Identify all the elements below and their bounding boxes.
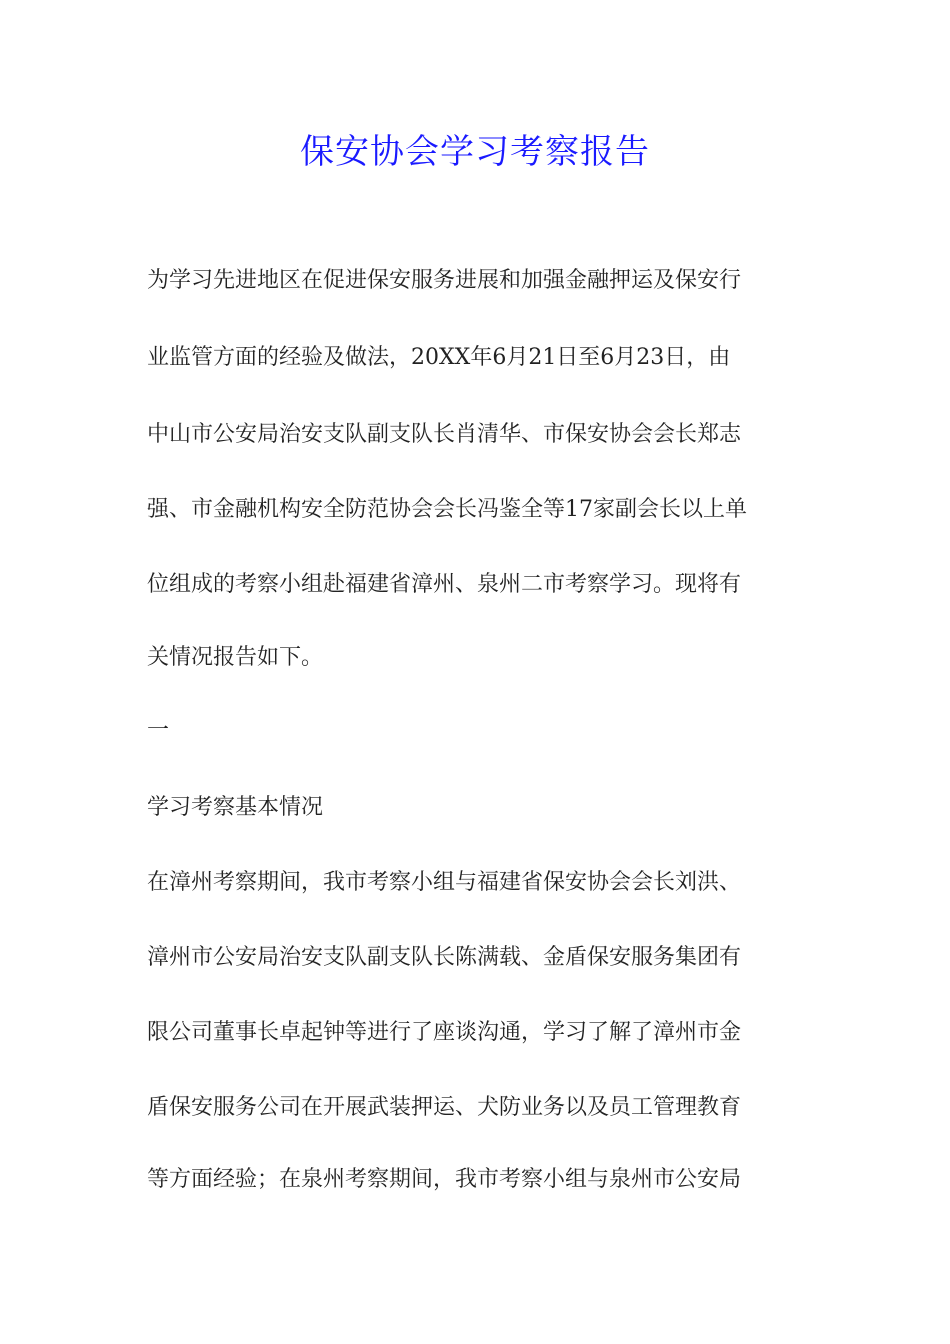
paragraph-line: 关情况报告如下。 — [147, 645, 324, 670]
paragraph-line: 位组成的考察小组赴福建省漳州、泉州二市考察学习。现将有 — [147, 572, 742, 597]
paragraph-line: 漳州市公安局治安支队副支队长陈满载、金盾保安服务集团有 — [147, 945, 742, 970]
document-title: 保安协会学习考察报告 — [300, 132, 650, 172]
paragraph-line: 盾保安服务公司在开展武装押运、犬防业务以及员工管理教育 — [147, 1095, 742, 1120]
paragraph-line: 强、市金融机构安全防范协会会长冯鉴全等17家副会长以上单 — [147, 497, 747, 522]
section-number: 一 — [147, 718, 170, 743]
paragraph-line: 在漳州考察期间，我市考察小组与福建省保安协会会长刘洪、 — [147, 870, 742, 895]
paragraph-line: 业监管方面的经验及做法，20XX年6月21日至6月23日，由 — [147, 345, 731, 370]
section-heading: 学习考察基本情况 — [147, 795, 324, 820]
paragraph-line: 中山市公安局治安支队副支队长肖清华、市保安协会会长郑志 — [147, 422, 742, 447]
paragraph-line: 限公司董事长卓起钟等进行了座谈沟通，学习了解了漳州市金 — [147, 1020, 742, 1045]
paragraph-line: 为学习先进地区在促进保安服务进展和加强金融押运及保安行 — [147, 268, 742, 293]
paragraph-line: 等方面经验；在泉州考察期间，我市考察小组与泉州市公安局 — [147, 1167, 742, 1192]
